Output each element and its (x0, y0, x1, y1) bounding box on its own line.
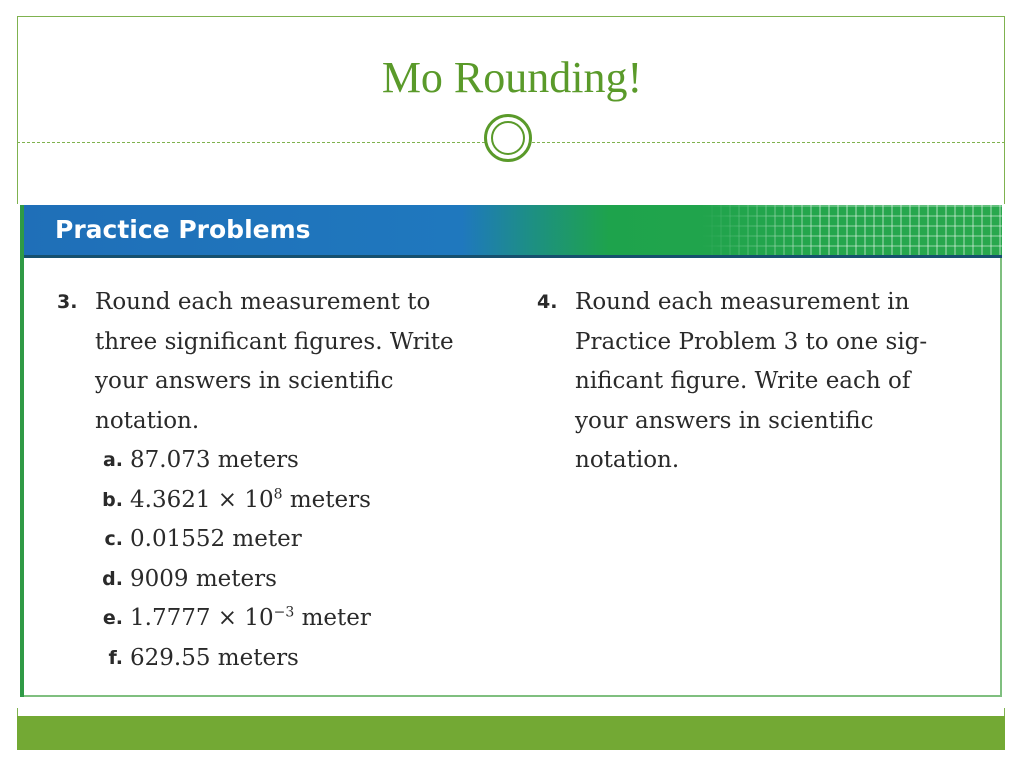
part-letter: d. (102, 567, 123, 590)
header-grid-pattern (702, 205, 1002, 257)
header-rule (20, 255, 1002, 258)
part-unit: meter (294, 605, 371, 631)
frame-edge (17, 708, 18, 716)
part-letter: e. (102, 607, 123, 629)
part-letter: f. (108, 646, 123, 669)
problem-3 (57, 283, 497, 678)
exponent: 8 (273, 485, 283, 502)
problem-line: Round each measurement in (575, 289, 910, 315)
list-item (57, 520, 497, 560)
frame-edge (1004, 708, 1005, 716)
exponent: −3 (273, 604, 295, 621)
part-letter: a. (102, 449, 123, 471)
problem-line: notation. (575, 447, 680, 473)
part-value: 1.7777 × 10 (130, 605, 274, 631)
problem-line: Practice Problem 3 to one sig- (575, 328, 928, 355)
double-ring-icon (484, 114, 532, 162)
part-value: 87.073 meters (130, 447, 299, 473)
part-unit: meters (282, 486, 371, 513)
part-value: 9009 meters (130, 565, 277, 592)
list-item (57, 599, 497, 639)
slide-title: Mo Rounding! (381, 53, 643, 102)
problem-text (95, 283, 497, 678)
list-item (57, 560, 497, 600)
part-letter: b. (102, 488, 123, 511)
problem-line: three significant figures. Write (95, 328, 454, 355)
problem-line: your answers in scientific (95, 368, 394, 394)
problem-line: notation. (95, 407, 200, 434)
list-item (57, 481, 497, 521)
list-item (57, 441, 497, 481)
problem-4 (537, 283, 977, 481)
panel-title: Practice Problems (55, 215, 311, 244)
problem-number: 3. (57, 291, 78, 313)
problem-text (575, 283, 977, 481)
part-value: 629.55 meters (130, 644, 299, 671)
problem-line: Round each measurement to (95, 289, 431, 315)
measurement-list (57, 441, 497, 678)
panel-left-accent (20, 205, 24, 697)
slide-frame (17, 16, 1005, 204)
problem-line: your answers in scientific (575, 407, 874, 434)
problem-line: nificant figure. Write each of (575, 368, 911, 394)
problem-number: 4. (537, 291, 558, 313)
part-value: 4.3621 × 10 (130, 486, 274, 513)
part-letter: c. (104, 528, 123, 550)
list-item (57, 639, 497, 679)
footer-bar (17, 716, 1005, 750)
part-value: 0.01552 meter (130, 526, 302, 552)
